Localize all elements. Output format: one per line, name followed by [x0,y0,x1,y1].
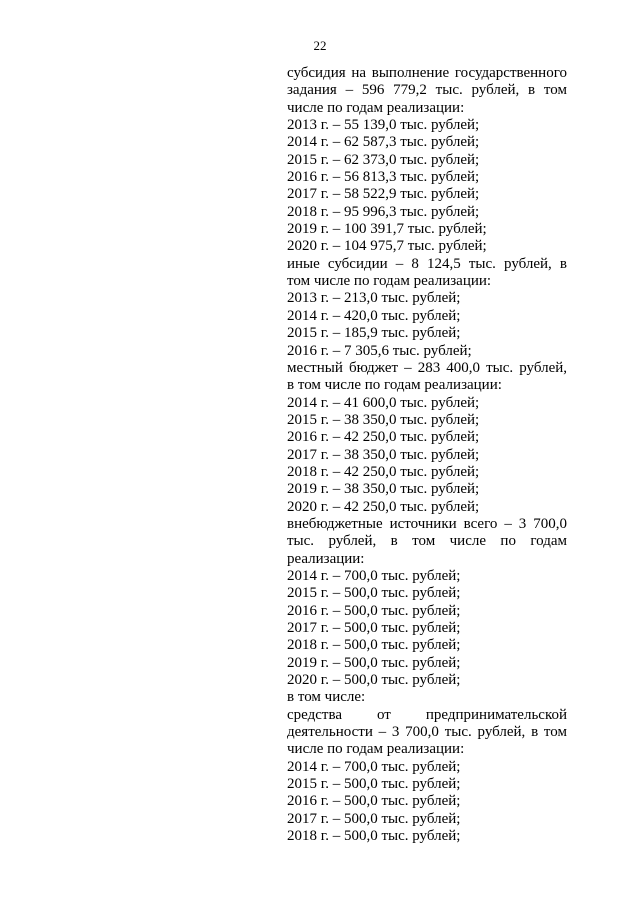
text-line: 2019 г. – 100 391,7 тыс. рублей; [287,221,487,238]
text-line: 2013 г. – 213,0 тыс. рублей; [287,290,461,307]
text-line: 2016 г. – 500,0 тыс. рублей; [287,793,461,810]
text-line: числе по годам реализации: [287,741,465,758]
text-line: субсидия на выполнение государственного [287,65,567,81]
text-line: тыс. рублей, в том числе по годам [287,533,567,550]
text-line: 2020 г. – 104 975,7 тыс. рублей; [287,238,487,255]
text-line: 2014 г. – 700,0 тыс. рублей; [287,758,461,775]
text-line: 2016 г. – 56 813,3 тыс. рублей; [287,169,480,186]
text-line: в том числе: [287,689,366,706]
text-line: 2014 г. – 41 600,0 тыс. рублей; [287,394,480,411]
text-line: 2017 г. – 500,0 тыс. рублей; [287,810,461,827]
page-number: 22 [313,38,327,53]
text-line: средства от предпринимательской [287,706,567,723]
text-line: 2015 г. – 62 373,0 тыс. рублей; [287,151,480,168]
text-line: том числе по годам реализации: [287,273,492,290]
text-line: иные субсидии – 8 124,5 тыс. рублей, в [287,255,567,272]
text-line: 2018 г. – 95 996,3 тыс. рублей; [287,203,480,220]
text-line: 2014 г. – 62 587,3 тыс. рублей; [287,134,480,151]
text-line: в том числе по годам реализации: [287,377,502,394]
text-line: 2018 г. – 42 250,0 тыс. рублей; [287,463,480,480]
text-line: 2018 г. – 500,0 тыс. рублей; [287,637,461,654]
text-line: задания – 596 779,2 тыс. рублей, в том [287,82,567,99]
text-line: местный бюджет – 283 400,0 тыс. рублей, [287,359,567,376]
text-line: 2017 г. – 58 522,9 тыс. рублей; [287,186,480,203]
text-line: деятельности – 3 700,0 тыс. рублей, в том [287,724,567,741]
text-line: 2017 г. – 38 350,0 тыс. рублей; [287,446,480,463]
text-line: 2019 г. – 38 350,0 тыс. рублей; [287,481,480,498]
text-line: 2020 г. – 500,0 тыс. рублей; [287,672,461,689]
text-line: 2015 г. – 38 350,0 тыс. рублей; [287,411,480,428]
text-line: реализации: [287,550,365,567]
text-line: числе по годам реализации: [287,99,465,116]
text-line: внебюджетные источники всего – 3 700,0 [287,515,567,532]
text-line: 2013 г. – 55 139,0 тыс. рублей; [287,117,480,134]
text-line: 2020 г. – 42 250,0 тыс. рублей; [287,498,480,515]
text-line: 2017 г. – 500,0 тыс. рублей; [287,620,461,636]
text-line: 2016 г. – 500,0 тыс. рублей; [287,602,461,619]
text-line: 2016 г. – 7 305,6 тыс. рублей; [287,342,472,359]
text-line: 2015 г. – 185,9 тыс. рублей; [287,325,461,342]
text-line: 2016 г. – 42 250,0 тыс. рублей; [287,429,480,446]
text-line: 2015 г. – 500,0 тыс. рублей; [287,585,461,602]
text-line: 2015 г. – 500,0 тыс. рублей; [287,776,461,793]
text-line: 2018 г. – 500,0 тыс. рублей; [287,828,461,845]
text-line: 2019 г. – 500,0 тыс. рублей; [287,654,461,671]
text-line: 2014 г. – 420,0 тыс. рублей; [287,307,461,324]
text-line: 2014 г. – 700,0 тыс. рублей; [287,567,461,584]
document-text-column [287,65,567,845]
